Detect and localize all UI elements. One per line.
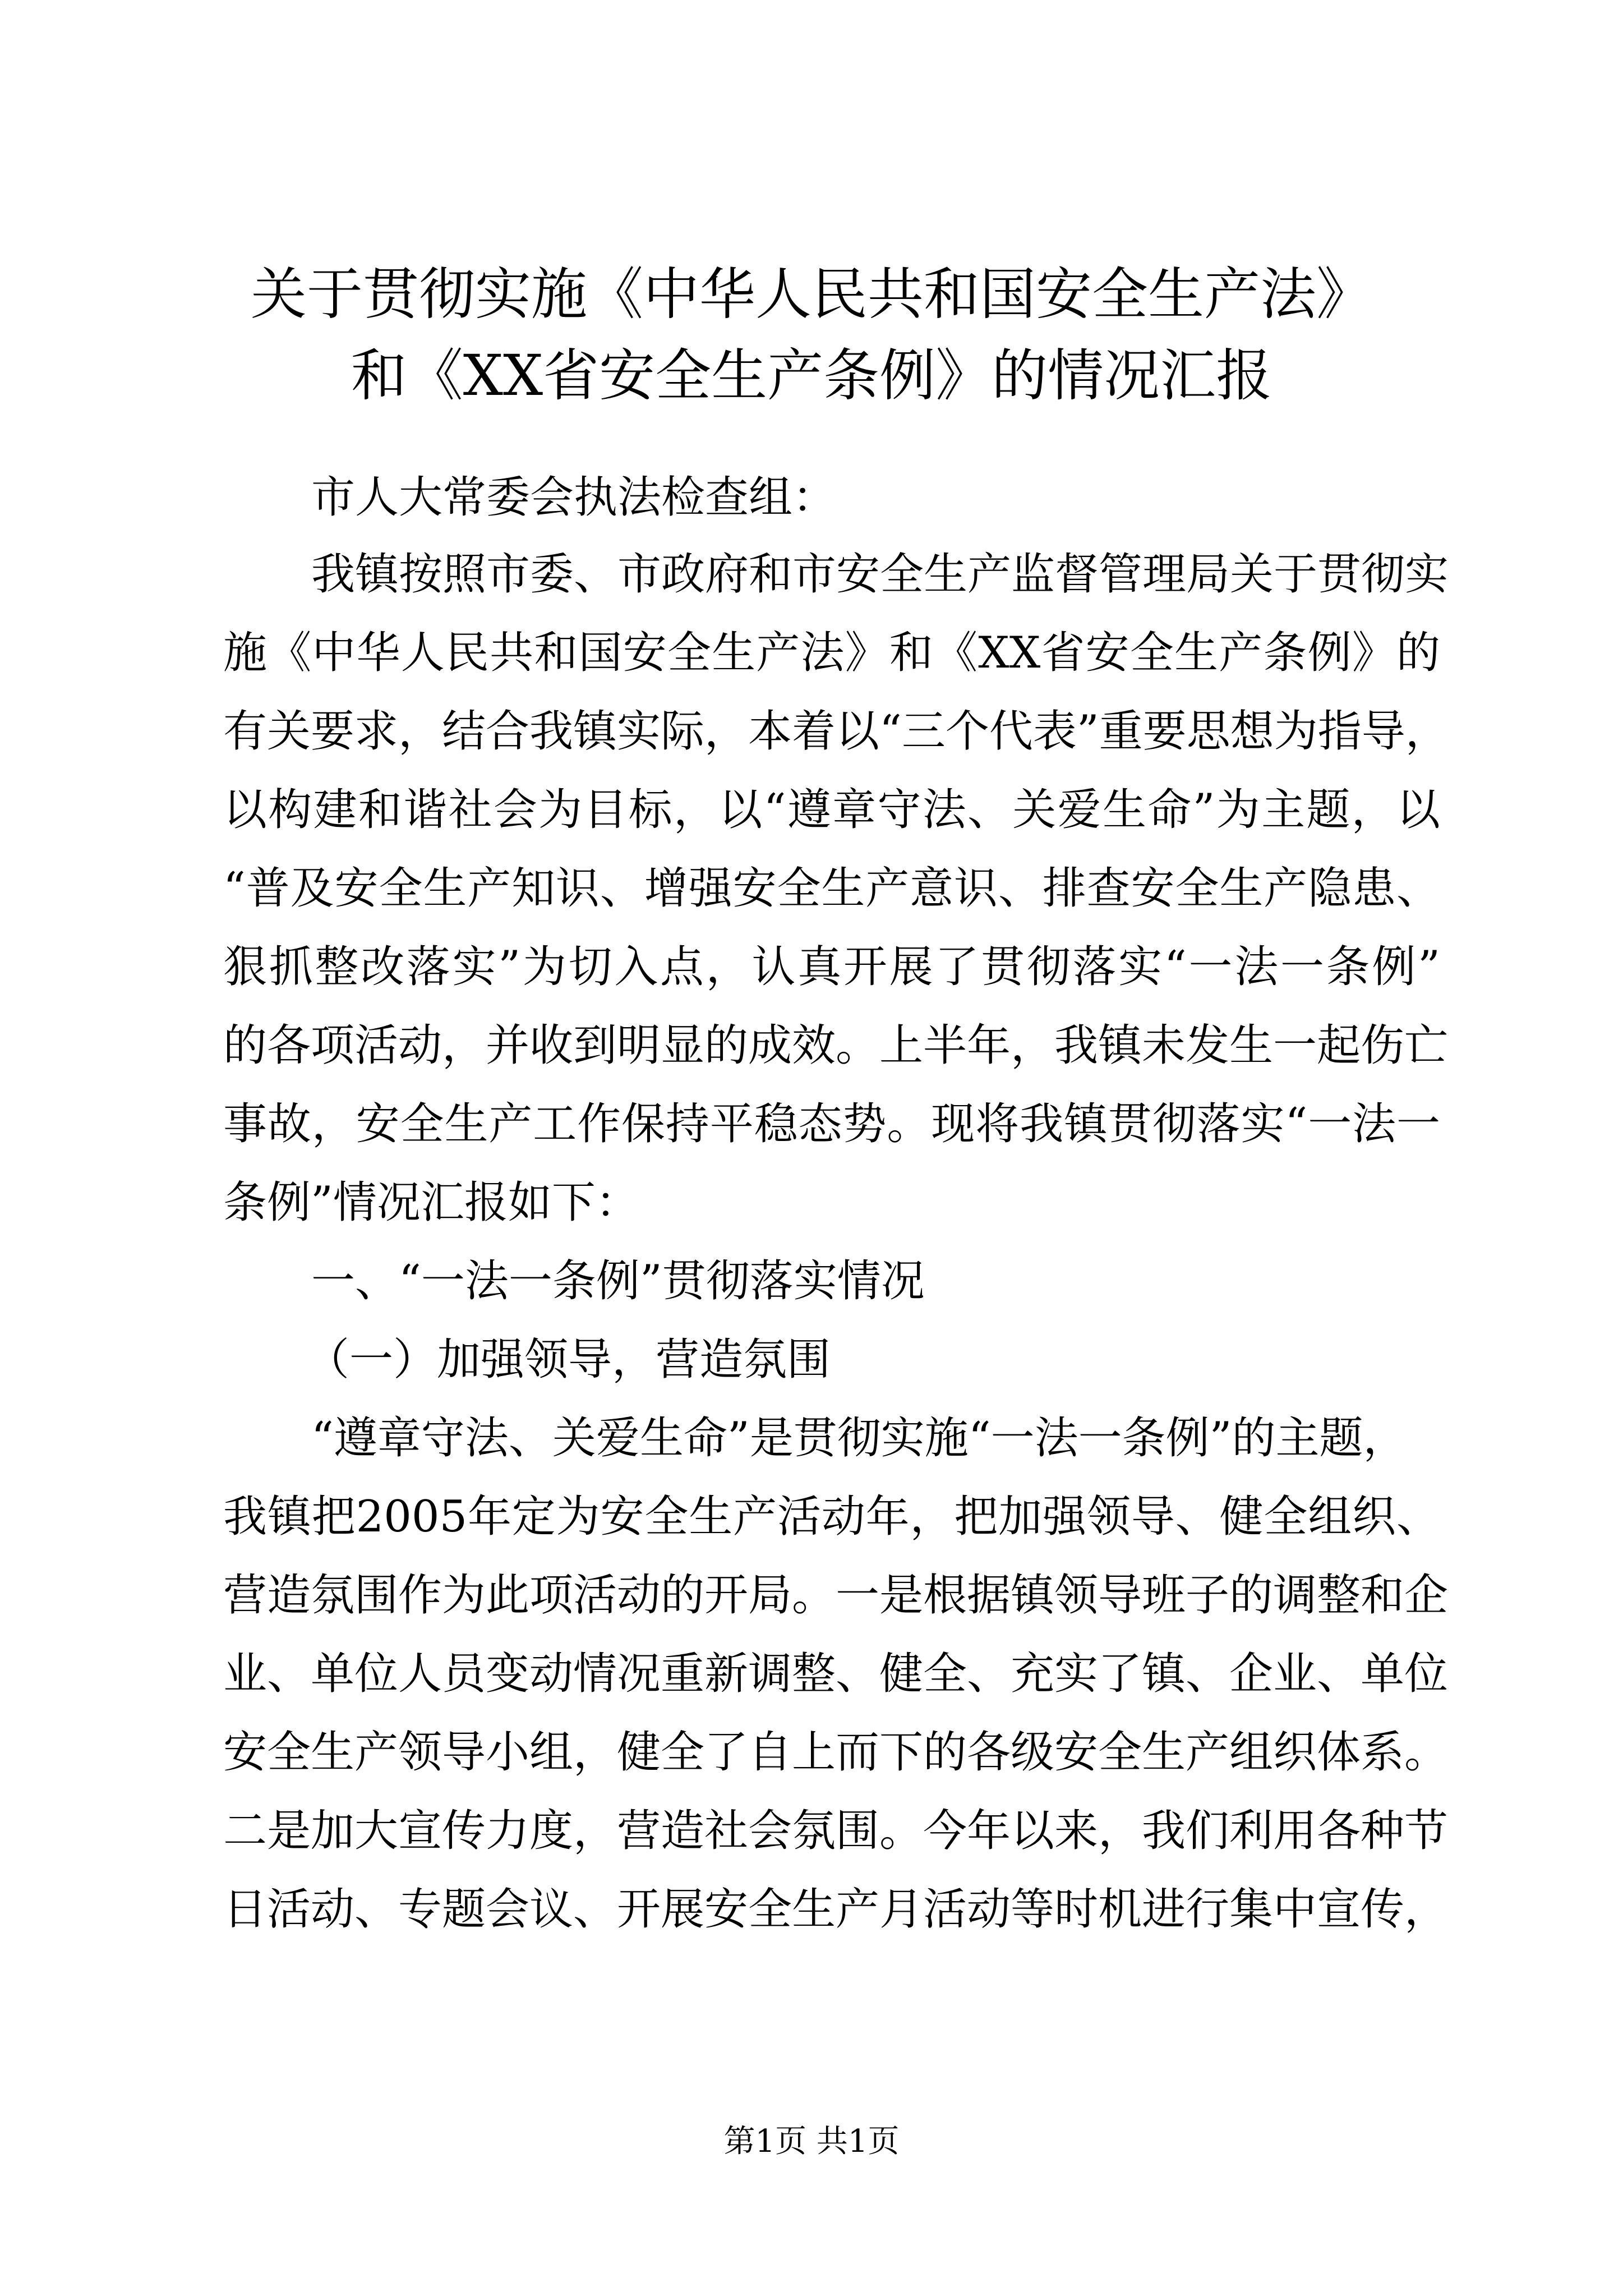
paragraph-2-line-4: 业、单位人员变动情况重新调整、健全、充实了镇、企业、单位 (223, 1649, 1449, 1699)
paragraph-1-line-2: 施《中华人民共和国安全生产法》和《XX省安全生产条例》的 (223, 628, 1440, 678)
paragraph-2-line-2: 我镇把2005年定为安全生产活动年，把加强领导、健全组织、 (223, 1492, 1440, 1542)
paragraph-2-line-6: 二是加大宣传力度，营造社会氛围。今年以来，我们利用各种节 (223, 1806, 1449, 1856)
paragraph-2-line-3: 营造氛围作为此项活动的开局。一是根据镇领导班子的调整和企 (223, 1570, 1449, 1621)
paragraph-2-line-7: 日活动、专题会议、开展安全生产月活动等时机进行集中宣传， (223, 1884, 1449, 1935)
section-heading-1: 一、“一法一条例”贯彻落实情况 (311, 1256, 925, 1306)
paragraph-1-line-7: 的各项活动，并收到明显的成效。上半年，我镇未发生一起伤亡 (223, 1020, 1449, 1071)
document-title-line-2: 和《XX省安全生产条例》的情况汇报 (351, 343, 1272, 408)
paragraph-1-line-4: 以构建和谐社会为目标，以“遵章守法、关爱生命”为主题，以 (223, 785, 1440, 835)
page-footer: 第1页 共1页 (723, 2123, 900, 2160)
paragraph-1-line-5: “普及安全生产知识、增强安全生产意识、排查安全生产隐患、 (223, 863, 1440, 914)
paragraph-2-line-5: 安全生产领导小组，健全了自上而下的各级安全生产组织体系。 (223, 1727, 1449, 1778)
paragraph-1-line-1: 我镇按照市委、市政府和市安全生产监督管理局关于贯彻实 (311, 549, 1449, 600)
paragraph-1-line-9: 条例”情况汇报如下： (223, 1177, 639, 1228)
paragraph-2-line-1: “遵章守法、关爱生命”是贯彻实施“一法一条例”的主题， (311, 1413, 1407, 1464)
salutation: 市人大常委会执法检查组： (311, 472, 837, 523)
subsection-heading-1-1: （一）加强领导，营造氛围 (306, 1335, 831, 1385)
paragraph-1-line-3: 有关要求，结合我镇实际，本着以“三个代表”重要思想为指导， (223, 706, 1449, 757)
paragraph-1-line-6: 狠抓整改落实”为切入点，认真开展了贯彻落实“一法一条例” (223, 942, 1440, 992)
document-title-line-1: 关于贯彻实施《中华人民共和国安全生产法》 (251, 261, 1372, 327)
paragraph-1-line-8: 事故，安全生产工作保持平稳态势。现将我镇贯彻落实“一法一 (223, 1099, 1440, 1149)
